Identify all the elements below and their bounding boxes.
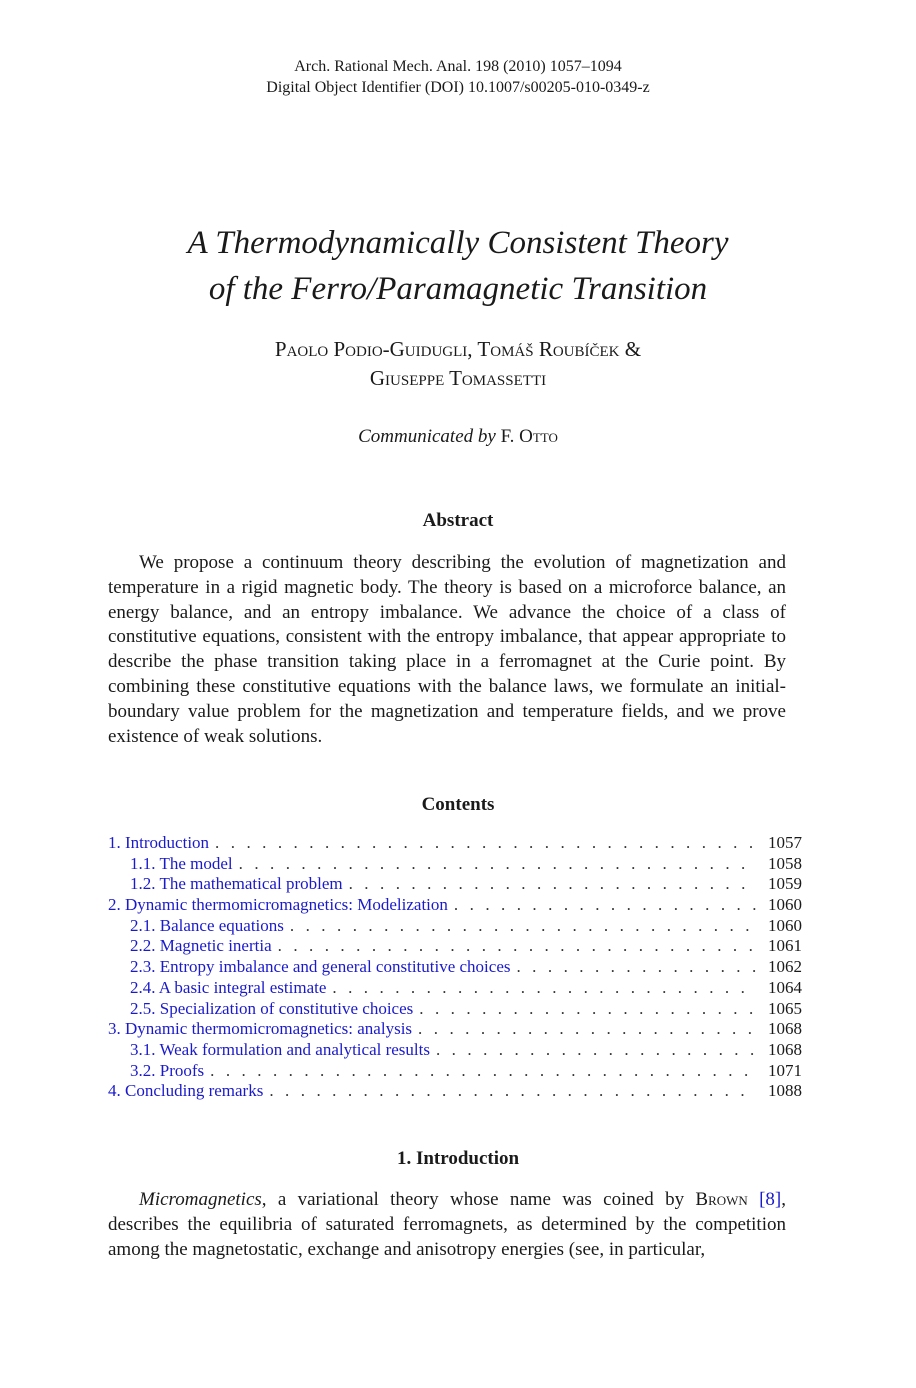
toc-leader-dots bbox=[418, 1019, 756, 1040]
toc-entry[interactable] bbox=[108, 936, 802, 957]
toc-leader-dots bbox=[419, 999, 756, 1020]
toc-entry[interactable] bbox=[108, 999, 802, 1020]
toc-leader-dots bbox=[215, 833, 756, 854]
author-list bbox=[0, 335, 916, 393]
table-of-contents bbox=[108, 833, 802, 1102]
toc-page-number: 1059 bbox=[768, 874, 802, 894]
intro-term: Micromagnetics bbox=[139, 1189, 262, 1210]
abstract-text: We propose a continuum theory describing the evolution of magnetization and temperature in a rigid magnetic body. The theory is based on a microforce balance, an energy balance, and an entropy imbalance. We advance the choice of a class of constitutive equations, consistent with the entropy imbalance, that appear appropriate to describe the phase transition taking place in a ferromagnet at the Curie point. By combining these constitutive equations with the balance laws, we formulate an initial-boundary value problem for the magnetization and temperature fields, and we prove existence of weak solutions. bbox=[108, 552, 786, 747]
toc-page-number: 1060 bbox=[768, 895, 802, 915]
toc-page-number: 1071 bbox=[768, 1060, 802, 1080]
communicated-prefix: Communicated by bbox=[358, 426, 496, 447]
paper-title bbox=[0, 220, 916, 312]
toc-leader-dots bbox=[436, 1040, 756, 1061]
toc-leader-dots bbox=[454, 895, 756, 916]
toc-page-number: 1068 bbox=[768, 1039, 802, 1059]
introduction-text bbox=[108, 1188, 786, 1262]
toc-leader-dots bbox=[349, 874, 756, 895]
toc-leader-dots bbox=[290, 916, 756, 937]
toc-entry-link[interactable]: 1.1. The model bbox=[130, 853, 233, 873]
toc-entry-link[interactable]: 2.3. Entropy imbalance and general constitutive choices bbox=[130, 957, 511, 977]
toc-page-number: 1064 bbox=[768, 977, 802, 997]
journal-header bbox=[0, 56, 916, 98]
title-line-2: of the Ferro/Paramagnetic Transition bbox=[208, 271, 708, 307]
toc-entry-link[interactable]: 3. Dynamic thermomicromagnetics: analysis bbox=[108, 1019, 413, 1039]
cited-author: Brown bbox=[695, 1189, 748, 1210]
toc-page-number: 1065 bbox=[768, 998, 802, 1018]
toc-entry-link[interactable]: 2. Dynamic thermomicromagnetics: Modelization bbox=[108, 895, 448, 915]
toc-leader-dots bbox=[239, 854, 756, 875]
toc-entry[interactable] bbox=[108, 957, 802, 978]
journal-citation: Arch. Rational Mech. Anal. 198 (2010) 1057–1094 bbox=[294, 58, 622, 75]
toc-entry[interactable] bbox=[108, 833, 802, 854]
toc-entry[interactable] bbox=[108, 916, 802, 937]
toc-page-number: 1062 bbox=[768, 957, 802, 977]
doi-line: Digital Object Identifier (DOI) 10.1007/s00205-010-0349-z bbox=[266, 79, 650, 96]
toc-entry[interactable] bbox=[108, 1040, 802, 1061]
toc-leader-dots bbox=[269, 1081, 756, 1102]
citation-link[interactable]: [8] bbox=[759, 1189, 782, 1210]
toc-leader-dots bbox=[516, 957, 756, 978]
toc-page-number: 1088 bbox=[768, 1081, 802, 1101]
intro-text-part-2: , describes the equilibria of saturated ferromagnets, as determined by the competition among the magnetostatic, exchange and anisotropy energies (see, in particular, bbox=[108, 1189, 786, 1260]
contents-heading: Contents bbox=[421, 794, 495, 815]
toc-entry[interactable] bbox=[108, 874, 802, 895]
toc-entry-link[interactable]: 3.1. Weak formulation and analytical results bbox=[130, 1039, 430, 1059]
toc-page-number: 1060 bbox=[768, 915, 802, 935]
toc-entry-link[interactable]: 3.2. Proofs bbox=[130, 1060, 205, 1080]
communicated-by bbox=[0, 426, 916, 448]
title-line-1: A Thermodynamically Consistent Theory bbox=[187, 225, 729, 261]
toc-leader-dots bbox=[210, 1061, 756, 1082]
toc-leader-dots bbox=[278, 936, 756, 957]
toc-entry-link[interactable]: 4. Concluding remarks bbox=[108, 1081, 264, 1101]
toc-entry-link[interactable]: 2.5. Specialization of constitutive choices bbox=[130, 998, 414, 1018]
toc-page-number: 1057 bbox=[768, 833, 802, 852]
toc-entry-link[interactable]: 1.2. The mathematical problem bbox=[130, 874, 343, 894]
toc-entry[interactable] bbox=[108, 978, 802, 999]
toc-page-number: 1058 bbox=[768, 853, 802, 873]
toc-entry[interactable] bbox=[108, 1019, 802, 1040]
toc-entry-link[interactable]: 2.4. A basic integral estimate bbox=[130, 977, 327, 997]
communicating-editor: F. Otto bbox=[500, 426, 558, 447]
toc-entry[interactable] bbox=[108, 1081, 802, 1102]
toc-entry-link[interactable]: 2.1. Balance equations bbox=[130, 915, 284, 935]
authors-line-1: Paolo Podio-Guidugli, Tomáš Roubíček & bbox=[274, 337, 642, 361]
abstract-heading: Abstract bbox=[422, 510, 494, 531]
authors-line-2: Giuseppe Tomassetti bbox=[369, 366, 547, 390]
intro-text-part-1: , a variational theory whose name was coined by bbox=[261, 1189, 696, 1210]
toc-leader-dots bbox=[332, 978, 756, 999]
toc-entry[interactable] bbox=[108, 895, 802, 916]
toc-entry[interactable] bbox=[108, 854, 802, 875]
toc-page-number: 1061 bbox=[768, 936, 802, 956]
toc-page-number: 1068 bbox=[768, 1019, 802, 1039]
introduction-heading: 1. Introduction bbox=[396, 1148, 520, 1169]
toc-entry-link[interactable]: 2.2. Magnetic inertia bbox=[130, 936, 272, 956]
toc-entry-link[interactable]: 1. Introduction bbox=[108, 833, 210, 852]
toc-entry[interactable] bbox=[108, 1061, 802, 1082]
